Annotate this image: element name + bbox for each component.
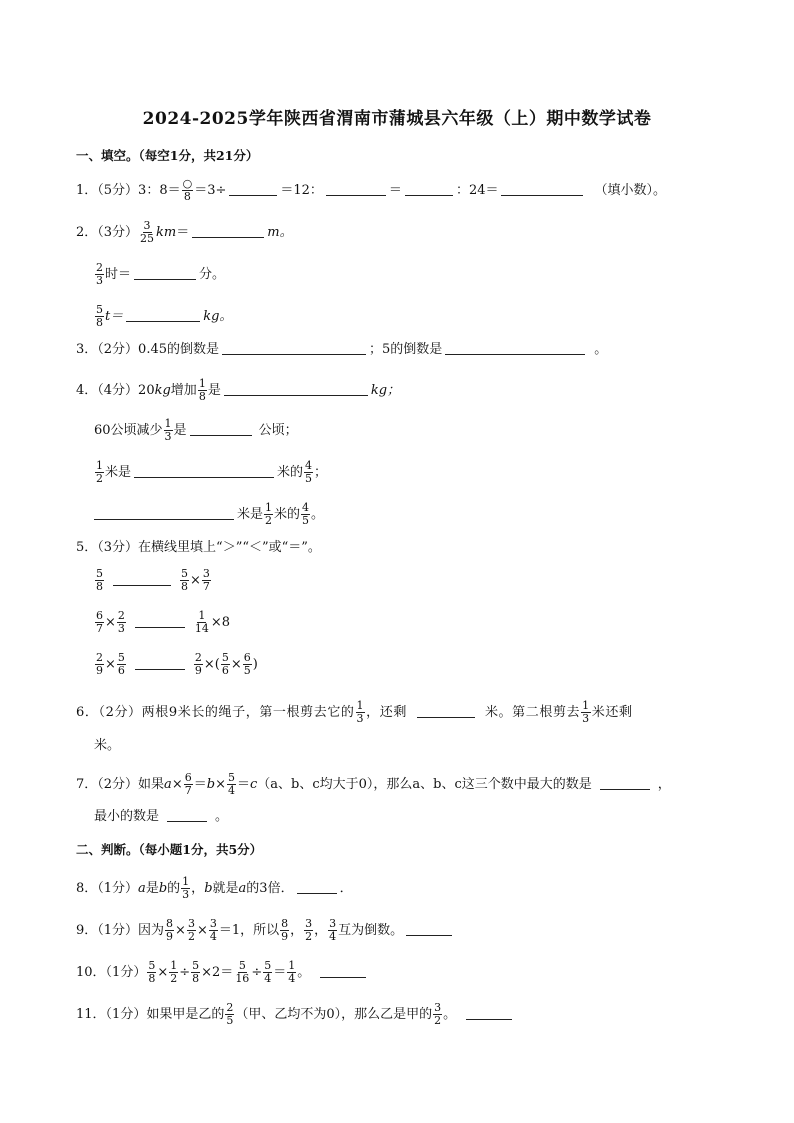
answer-blank[interactable] — [229, 181, 277, 196]
fraction: $\frac{2}{9}$ — [194, 651, 202, 677]
fraction: $\frac{3}{4}$ — [209, 917, 217, 943]
fraction: $\frac{2}{3}$ — [117, 609, 125, 635]
compare-blank[interactable] — [135, 613, 185, 628]
answer-blank[interactable] — [501, 181, 583, 196]
fraction: $\frac{5}{8}$ — [192, 959, 200, 985]
question-5-row-2: $\frac{6}{7}$ × $\frac{2}{3}$ $\frac{1}{14}$ ×8 — [96, 609, 231, 635]
judge-blank[interactable] — [320, 963, 366, 978]
answer-blank[interactable] — [224, 381, 368, 396]
fraction: $\frac{5}{8}$ — [181, 567, 188, 593]
answer-blank[interactable] — [222, 340, 366, 355]
fraction: $\frac{6}{5}$ — [243, 651, 251, 677]
fraction: $\frac{1}{3}$ — [356, 699, 365, 725]
fraction: $\frac{4}{5}$ — [302, 501, 310, 527]
question-2-part-3: $\frac{5}{8}$ t＝ kg。 — [96, 303, 233, 329]
question-5-row-1: $\frac{5}{8}$ $\frac{5}{8}$ × $\frac{3}{7}$ — [96, 567, 210, 593]
answer-blank[interactable] — [190, 421, 252, 436]
question-10: 10．（1分） $\frac{5}{8}$ × $\frac{1}{2}$ ÷ $\frac{5}{8}$ ×2＝ $\frac{5}{16}$ ÷ $\frac{5}{4}$ ＝ $\frac{1}{4}$ 。 — [76, 960, 369, 985]
compare-blank[interactable] — [135, 655, 185, 670]
page-title: 2024-2025学年陕西省渭南市蒲城县六年级（上）期中数学试卷 — [142, 109, 652, 129]
judge-blank[interactable] — [406, 921, 452, 936]
answer-blank[interactable] — [94, 505, 234, 520]
question-2: 2．（3分） $\frac{3}{25}$ km＝ m。 — [76, 219, 293, 245]
question-7: 7．（2分）如果a× $\frac{6}{7}$ ＝b× $\frac{5}{4}$ ＝c（a、b、c均大于0），那么a、b、c这三个数中最大的数是 ， — [76, 771, 671, 797]
question-6: 6．（2分）两根9米长的绳子，第一根剪去它的 $\frac{1}{3}$ ，还剩 米。第二根剪去 $\frac{1}{3}$ 米还剩 — [76, 699, 633, 725]
answer-blank[interactable] — [126, 307, 200, 322]
fraction: $\frac{5}{6}$ — [221, 651, 229, 677]
question-9: 9．（1分）因为 $\frac{8}{9}$ × $\frac{3}{2}$ × $\frac{3}{4}$ ＝1，所以 $\frac{8}{9}$ ， $\frac{3}{2}$ ， $\frac{3}{4}$ 互为倒数。 — [76, 918, 455, 943]
question-2-part-2: $\frac{2}{3}$ 时＝ 分。 — [96, 261, 226, 287]
fraction: $\frac{6}{7}$ — [184, 771, 192, 797]
fraction: $\frac{1}{2}$ — [96, 459, 103, 485]
fraction: $\frac{5}{16}$ — [235, 959, 250, 985]
question-4: 4．（4分）20kg增加 $\frac{1}{8}$ 是 kg； — [76, 377, 401, 403]
question-4-part-3: $\frac{1}{2}$ 米是 米的 $\frac{4}{5}$ ； — [96, 459, 328, 485]
fraction: $\frac{5}{8}$ — [148, 959, 156, 985]
fraction: $\frac{3}{2}$ — [434, 1001, 442, 1027]
fraction: $\frac{8}{9}$ — [166, 917, 174, 943]
question-11: 11．（1分）如果甲是乙的 $\frac{2}{5}$ （甲、乙均不为0），那么乙是甲的 $\frac{3}{2}$ 。 — [76, 1002, 515, 1027]
question-4-part-4: 米是 $\frac{1}{2}$ 米的 $\frac{4}{5}$ 。 — [94, 502, 324, 527]
question-7-line-2: 最小的数是 。 — [94, 809, 229, 824]
fraction: $\frac{4}{5}$ — [305, 459, 313, 485]
fraction: $\frac{○}{8}$ — [182, 177, 193, 203]
fraction: $\frac{5}{8}$ — [96, 303, 103, 329]
answer-blank[interactable] — [326, 181, 386, 196]
answer-blank[interactable] — [600, 775, 650, 790]
answer-blank[interactable] — [192, 223, 264, 238]
fraction: $\frac{3}{7}$ — [202, 567, 210, 593]
fraction: $\frac{5}{4}$ — [264, 959, 272, 985]
section-heading-1: 一、填空。（每空1分，共21分） — [76, 148, 259, 163]
fraction: $\frac{1}{3}$ — [582, 699, 590, 725]
fraction: $\frac{1}{8}$ — [198, 377, 206, 403]
section-heading-2: 二、判断。（每小题1分，共5分） — [76, 842, 263, 857]
fraction: $\frac{5}{6}$ — [117, 651, 125, 677]
question-5: 5．（3分）在横线里填上“＞”“＜”或“＝”。 — [76, 540, 321, 555]
question-6-line-2: 米。 — [94, 738, 121, 753]
fraction: $\frac{2}{3}$ — [96, 261, 103, 287]
fraction: $\frac{3}{2}$ — [305, 917, 313, 943]
fraction: $\frac{6}{7}$ — [96, 609, 103, 635]
fraction: $\frac{3}{4}$ — [329, 917, 337, 943]
fraction: $\frac{3}{2}$ — [187, 917, 195, 943]
fraction: $\frac{1}{2}$ — [265, 501, 273, 527]
fraction: $\frac{2}{5}$ — [226, 1001, 234, 1027]
fraction: $\frac{1}{3}$ — [164, 417, 172, 443]
answer-blank[interactable] — [405, 181, 453, 196]
question-3: 3．（2分）0.45的倒数是 ；5的倒数是 。 — [76, 342, 608, 357]
question-1: 1．（5分）3：8＝ $\frac{○}{8}$ ＝3÷ ＝12： ＝ ：24＝ （填小数）。 — [76, 177, 666, 203]
fraction: $\frac{1}{2}$ — [170, 959, 178, 985]
answer-blank[interactable] — [445, 340, 585, 355]
fraction: $\frac{5}{8}$ — [96, 567, 103, 593]
fraction: $\frac{3}{25}$ — [140, 219, 155, 245]
fraction: $\frac{1}{3}$ — [182, 875, 190, 901]
question-5-row-3: $\frac{2}{9}$ × $\frac{5}{6}$ $\frac{2}{9}$ ×( $\frac{5}{6}$ × $\frac{6}{5}$ ) — [96, 651, 258, 677]
answer-blank[interactable] — [134, 265, 196, 280]
judge-blank[interactable] — [466, 1005, 512, 1020]
fraction: $\frac{2}{9}$ — [96, 651, 103, 677]
fraction: $\frac{8}{9}$ — [281, 917, 289, 943]
question-8: 8．（1分）a是b的 $\frac{1}{3}$ ，b就是a的3倍． ． — [76, 875, 353, 901]
answer-blank[interactable] — [417, 703, 475, 718]
answer-blank[interactable] — [134, 463, 274, 478]
judge-blank[interactable] — [297, 879, 337, 894]
question-4-part-2: 60公顷减少 $\frac{1}{3}$ 是 公顷； — [94, 417, 298, 443]
fraction: $\frac{1}{4}$ — [288, 959, 296, 985]
compare-blank[interactable] — [113, 571, 171, 586]
fraction: $\frac{5}{4}$ — [227, 771, 235, 797]
answer-blank[interactable] — [167, 807, 207, 822]
fraction: $\frac{1}{14}$ — [194, 609, 209, 635]
